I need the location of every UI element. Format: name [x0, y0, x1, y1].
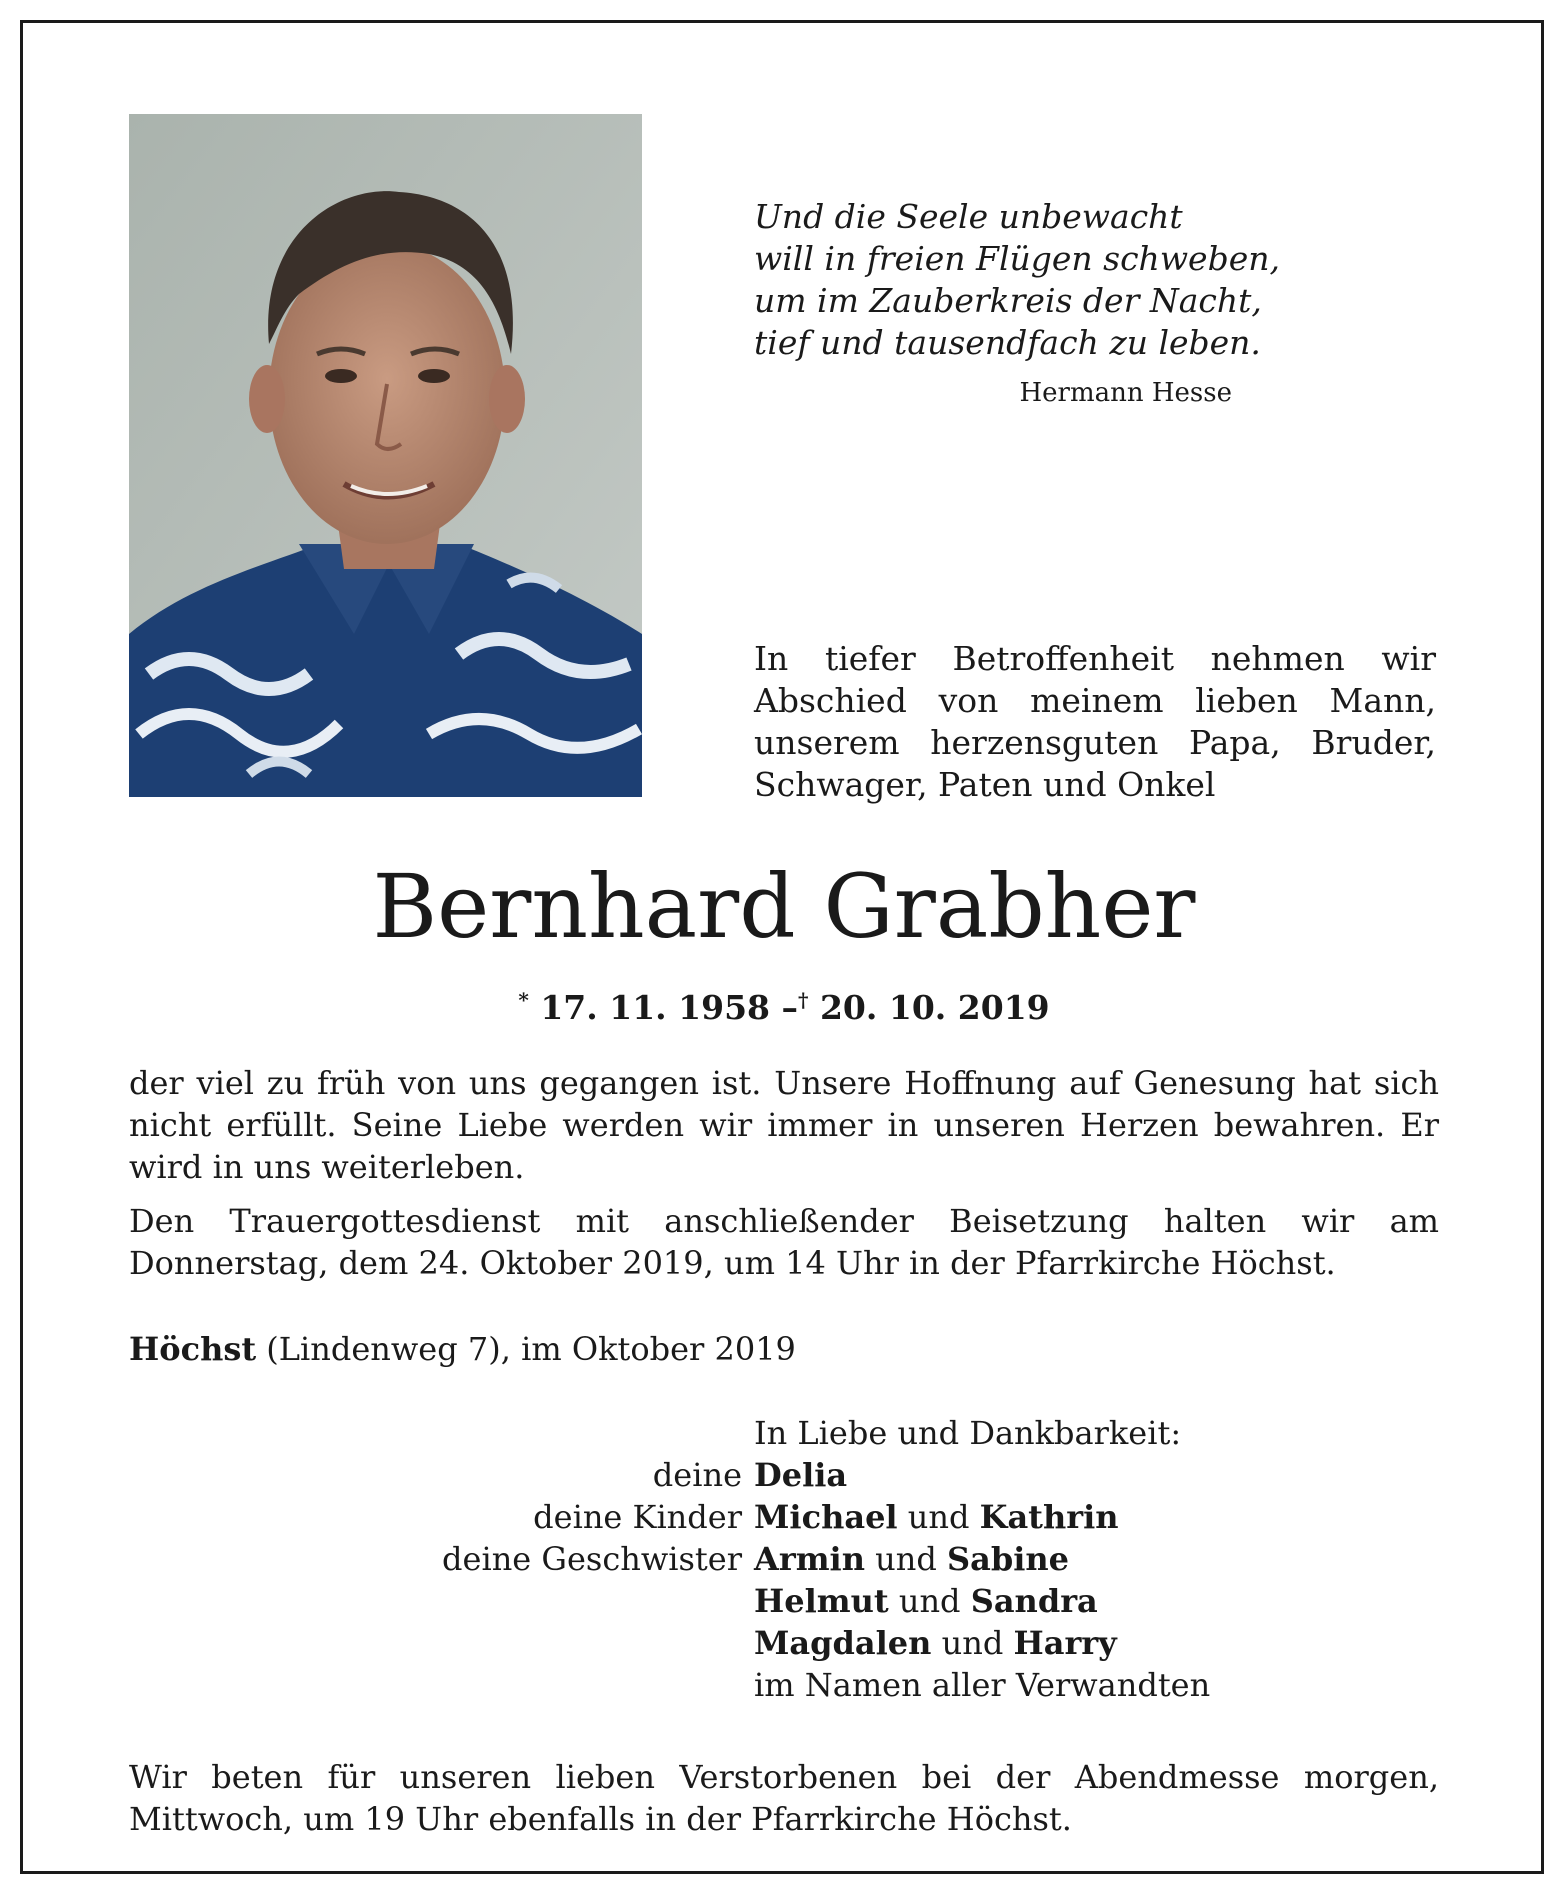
signatory-row: [0, 1538, 1568, 1580]
signatory-conjunction: und: [897, 1498, 980, 1536]
signatory-row: [0, 1622, 1568, 1664]
relatives-row: [0, 1664, 1568, 1706]
signatory-names: [754, 1496, 1119, 1538]
signatory-conjunction: und: [864, 1540, 948, 1578]
birth-symbol: *: [518, 988, 529, 1012]
quote-line: um im Zauberkreis der Nacht,: [754, 281, 1262, 320]
quote-line: tief und tausendfach zu leben.: [754, 323, 1261, 362]
signatory-label: deine Kinder: [533, 1498, 742, 1536]
birth-date: 17. 11. 1958: [540, 988, 770, 1027]
signatory-label: deine: [652, 1456, 742, 1494]
death-symbol: †: [798, 988, 809, 1012]
place-date-line: [129, 1328, 796, 1370]
death-date: 20. 10. 2019: [819, 988, 1050, 1027]
place-rest: (Lindenweg 7), im Oktober 2019: [256, 1330, 796, 1368]
intro-text: In tiefer Betroffenheit nehmen wir Abschied von meinem lieben Mann, unserem herzensguten Papa, Bruder, Schwager, Paten und Onkel: [754, 639, 1436, 804]
deceased-name: Bernhard Grabher: [372, 855, 1196, 958]
place-town: Höchst: [129, 1330, 257, 1368]
signatory-name: Kathrin: [979, 1498, 1119, 1536]
life-dates: [0, 980, 1568, 1028]
signatory-name: Helmut: [754, 1582, 889, 1620]
signatory-name: Sandra: [970, 1582, 1098, 1620]
signatory-names: [754, 1538, 1069, 1580]
relatives-line: im Namen aller Verwandten: [754, 1666, 1211, 1704]
poem-quote: [754, 196, 1280, 364]
memorial-paragraph: der viel zu früh von uns gegangen ist. Unsere Hoffnung auf Genesung hat sich nicht erfüllt. Seine Liebe werden wir immer in unseren Herzen bewahren. Er wird in uns weiterleben.: [129, 1064, 1439, 1186]
signatory-name: Sabine: [947, 1540, 1070, 1578]
quote-author: Hermann Hesse: [1019, 378, 1232, 408]
signatory-name: Harry: [1013, 1624, 1117, 1662]
closing-paragraph: Wir beten für unseren lieben Verstorbenen bei der Abendmesse morgen, Mittwoch, um 19 Uhr ebenfalls in der Pfarrkirche Höchst.: [129, 1758, 1439, 1838]
signatory-conjunction: und: [888, 1582, 971, 1620]
signatory-row: [0, 1580, 1568, 1622]
signatory-row: [0, 1454, 1568, 1496]
signatory-names: [754, 1580, 1098, 1622]
portrait-photo: [129, 114, 642, 797]
signatory-name: Magdalen: [754, 1624, 932, 1662]
signatory-name: Michael: [754, 1498, 898, 1536]
date-separator: –: [781, 988, 798, 1027]
service-paragraph: Den Trauergottesdienst mit anschließender Beisetzung halten wir am Donnerstag, dem 24. Oktober 2019, um 14 Uhr in der Pfarrkirche Höchst.: [129, 1202, 1439, 1282]
signatory-names: [754, 1622, 1117, 1664]
signatory-row: [0, 1496, 1568, 1538]
signatory-name: Armin: [754, 1540, 865, 1578]
signatory-names: [754, 1454, 847, 1496]
quote-line: Und die Seele unbewacht: [754, 197, 1183, 236]
quote-line: will in freien Flügen schweben,: [754, 239, 1280, 278]
thanks-line: In Liebe und Dankbarkeit:: [754, 1414, 1182, 1452]
signatory-name: Delia: [754, 1456, 848, 1494]
signatory-conjunction: und: [931, 1624, 1014, 1662]
signatory-label: deine Geschwister: [442, 1540, 742, 1578]
